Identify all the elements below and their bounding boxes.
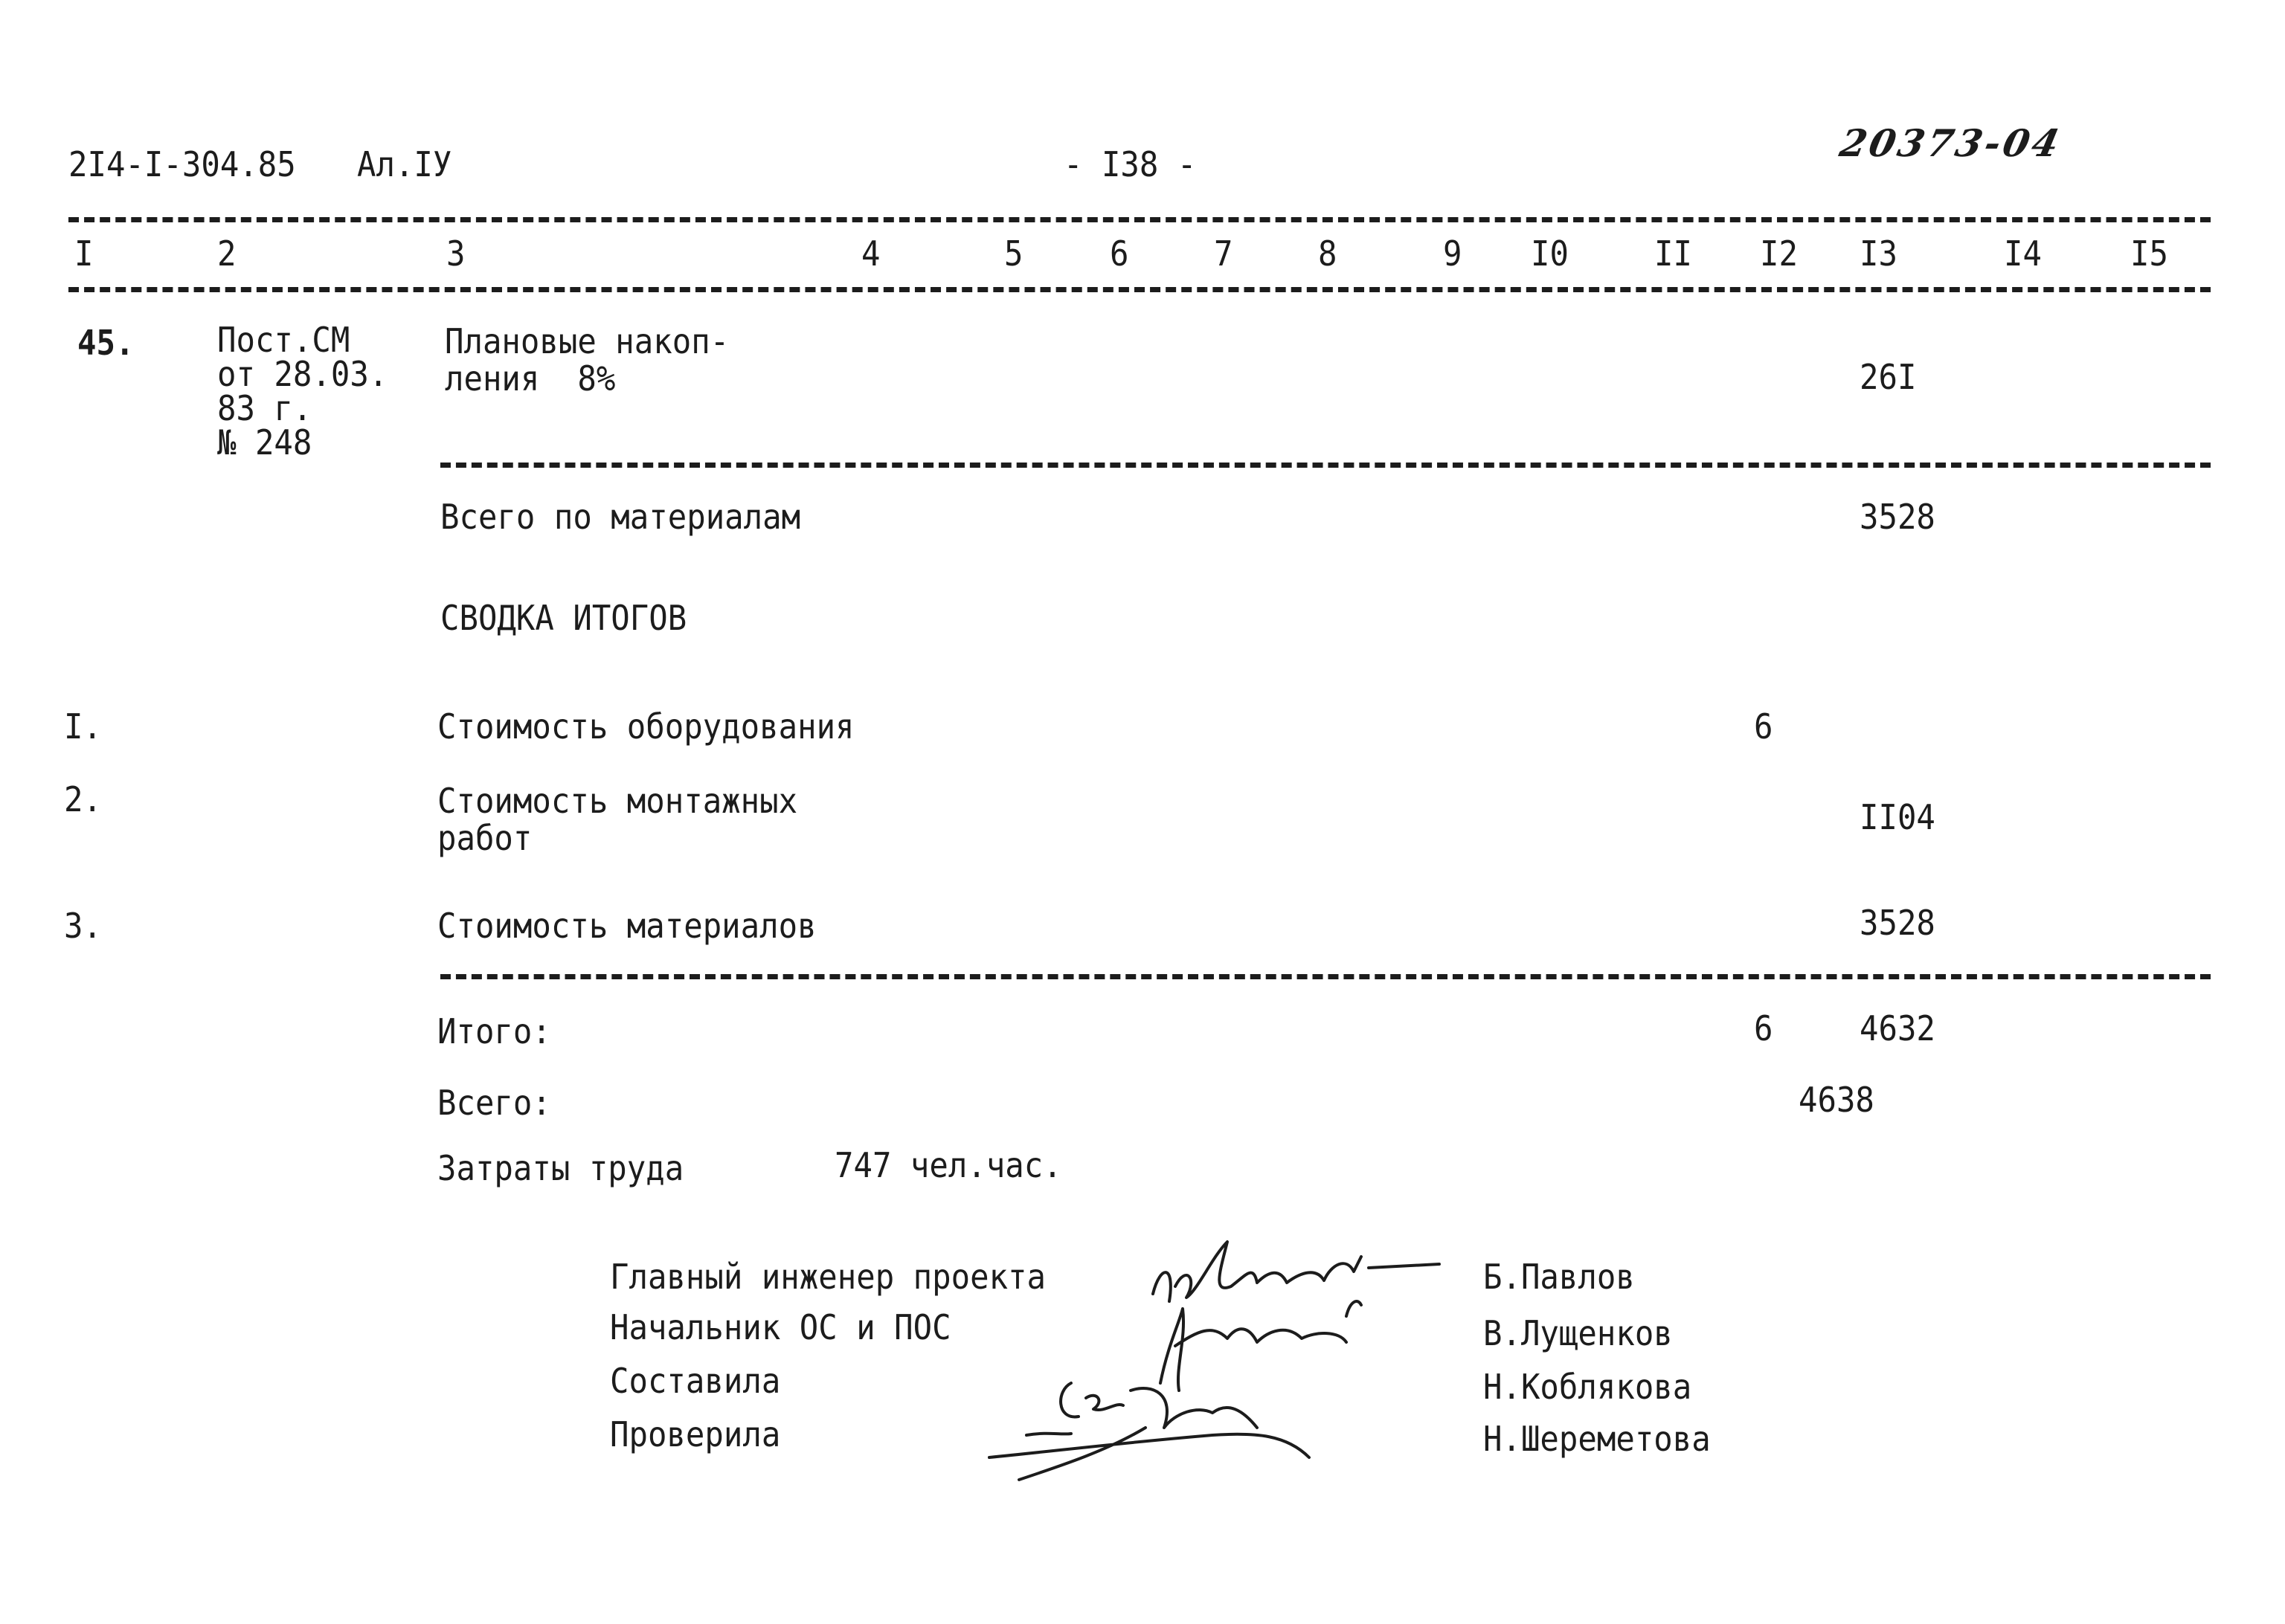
signature-stroke xyxy=(989,1428,1309,1480)
column-number: I2 xyxy=(1760,233,1798,274)
signature-stroke xyxy=(1160,1309,1346,1391)
column-number: II xyxy=(1654,233,1692,274)
itogo-label: Итого: xyxy=(437,1011,551,1051)
summary-item-number: 2. xyxy=(64,779,102,819)
row-45-name: Плановые накоп- ления 8% xyxy=(445,321,730,399)
column-number: I xyxy=(74,233,94,274)
document-code: 2I4-I-304.85 xyxy=(68,144,296,184)
column-number: I4 xyxy=(2004,233,2042,274)
section-rule xyxy=(440,463,2211,468)
signature-role: Проверила xyxy=(610,1414,781,1454)
itogo-col13: 4632 xyxy=(1860,1008,1935,1048)
column-number: 3 xyxy=(446,233,466,274)
signature-name: В.Лущенков xyxy=(1483,1313,1673,1353)
signature-role: Составила xyxy=(610,1361,781,1401)
signature-role: Начальник ОС и ПОС xyxy=(610,1307,951,1347)
column-number: 8 xyxy=(1318,233,1337,274)
column-number: I0 xyxy=(1531,233,1569,274)
signature-name: Б.Павлов xyxy=(1483,1257,1635,1297)
materials-total-label: Всего по материалам xyxy=(440,497,801,537)
materials-total-value: 3528 xyxy=(1860,497,1935,537)
header-top-rule xyxy=(68,217,2211,222)
summary-item-number: I. xyxy=(64,706,102,747)
summary-item-label: Стоимость материалов xyxy=(437,906,817,946)
column-number: 6 xyxy=(1110,233,1129,274)
signature-stroke xyxy=(1153,1242,1439,1316)
summary-heading: СВОДКА ИТОГОВ xyxy=(440,598,687,638)
header-bottom-rule xyxy=(68,287,2211,292)
totals-rule xyxy=(440,974,2211,979)
labor-value: 747 чел.час. xyxy=(835,1145,1062,1185)
column-number: 5 xyxy=(1004,233,1023,274)
column-number: 7 xyxy=(1214,233,1233,274)
signature-stroke xyxy=(1061,1383,1257,1428)
summary-item-label: Стоимость монтажных работ xyxy=(437,781,798,858)
signature-role: Главный инженер проекта xyxy=(610,1257,1047,1297)
row-45-value-col13: 26I xyxy=(1860,357,1917,397)
album-label: Ал.IУ xyxy=(357,144,452,184)
vsego-label: Всего: xyxy=(437,1083,551,1123)
summary-item-label: Стоимость оборудования xyxy=(437,706,855,747)
page-number: - I38 - xyxy=(1064,144,1197,184)
signature-name: Н.Коблякова xyxy=(1483,1367,1692,1407)
column-number: I5 xyxy=(2130,233,2168,274)
summary-item-col13: II04 xyxy=(1860,797,1935,837)
vsego-value: 4638 xyxy=(1799,1080,1874,1120)
itogo-col12: 6 xyxy=(1754,1008,1773,1048)
column-number: 2 xyxy=(217,233,237,274)
column-number: 9 xyxy=(1443,233,1462,274)
summary-item-col12: 6 xyxy=(1754,706,1773,747)
handwritten-signatures xyxy=(974,1212,1465,1495)
column-number: 4 xyxy=(861,233,881,274)
archive-number: 20373-04 xyxy=(1836,121,2066,165)
column-number: I3 xyxy=(1860,233,1897,274)
summary-item-col13: 3528 xyxy=(1860,903,1935,943)
row-45-number: 45. xyxy=(77,323,135,363)
labor-label: Затраты труда xyxy=(437,1148,684,1188)
summary-item-number: 3. xyxy=(64,906,102,946)
signature-name: Н.Шереметова xyxy=(1483,1419,1711,1459)
row-45-basis: Пост.СМ от 28.03. 83 г. № 248 xyxy=(217,320,388,463)
